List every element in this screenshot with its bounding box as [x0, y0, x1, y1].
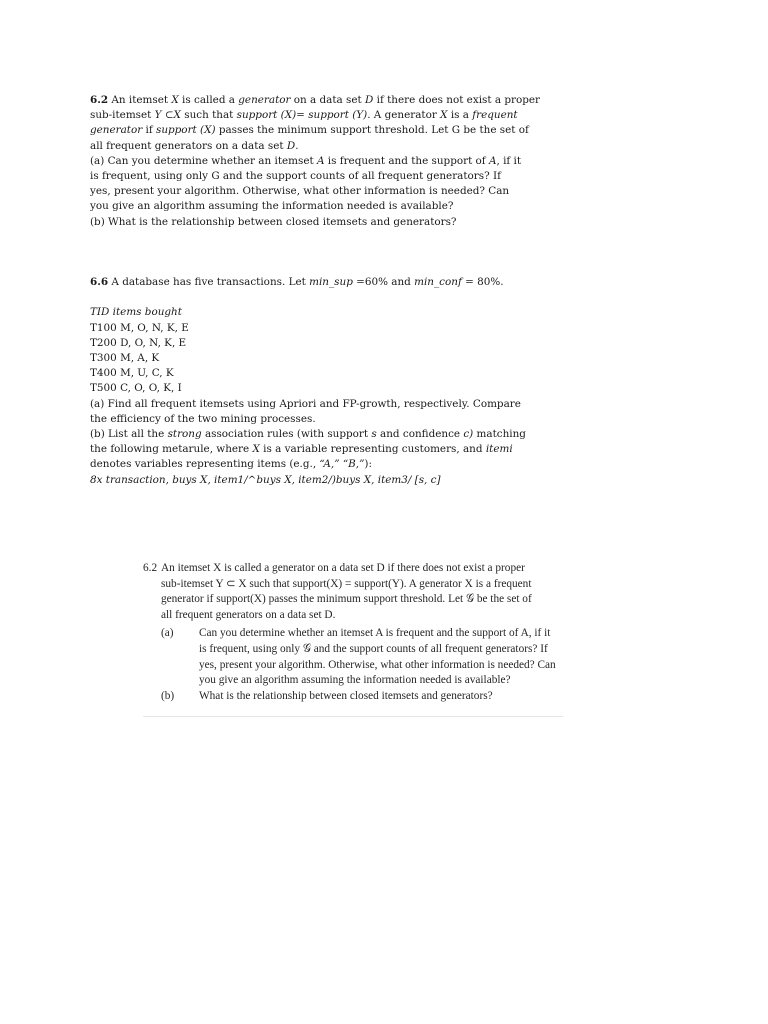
question-6-2-scan	[143, 561, 573, 704]
scan-part-a-line: yes, present your algorithm. Otherwise, what other information is needed? Can	[199, 658, 556, 671]
transaction-table	[90, 305, 530, 396]
table-row: T500 C, O, O, K, I	[90, 382, 182, 395]
question-6-2-typed	[90, 93, 540, 230]
q66-part-a-line-2: the efficiency of the two mining processes.	[90, 412, 316, 425]
q62-part-a-line-1: (a) Can you determine whether an itemset A is frequent and the support of A, if it	[90, 154, 522, 167]
q62-part-a-line-3: yes, present your algorithm. Otherwise, what other information is needed? Can	[90, 185, 510, 198]
q62-part-b-line-1: (b) What is the relationship between closed itemsets and generators?	[90, 215, 457, 228]
question-6-6	[90, 275, 530, 488]
metarule: 8x transaction, buys X, item1/^buys X, item2/)buys X, item3/ [s, c]	[90, 473, 441, 486]
scan-line-3: generator if support(X) passes the minimum support threshold. Let 𝒢 be the set of	[161, 593, 532, 606]
scan-part-a-label: (a)	[161, 627, 174, 640]
scan-bottom-edge	[143, 716, 563, 717]
table-row: T400 M, U, C, K	[90, 367, 174, 380]
q66-part-b-line-2: the following metarule, where X is a variable representing customers, and itemi	[90, 443, 513, 456]
scan-line-4: all frequent generators on a data set D.	[161, 608, 336, 621]
scan-part-a-line: you give an algorithm assuming the information needed is available?	[199, 674, 511, 687]
q66-part-a-line-1: (a) Find all frequent itemsets using Apriori and FP-growth, respectively. Compare	[90, 397, 521, 410]
q62-part-a-line-4: you give an algorithm assuming the information needed is available?	[90, 200, 454, 213]
q66-intro: 6.6 A database has five transactions. Let min_sup =60% and min_conf = 80%.	[90, 276, 504, 288]
q62-line-1: 6.2 An itemset X is called a generator on a data set D if there does not exist a proper	[90, 94, 540, 106]
scan-part-b-line: What is the relationship between closed itemsets and generators?	[199, 689, 493, 702]
q62-part-a-line-2: is frequent, using only G and the support counts of all frequent generators? If	[90, 170, 501, 183]
table-row: T200 D, O, N, K, E	[90, 336, 187, 349]
q62-line-4: all frequent generators on a data set D.	[90, 139, 299, 152]
q66-part-b-line-3: denotes variables representing items (e.g., “A,” “B,”):	[90, 458, 372, 471]
scan-question-number: 6.2	[143, 562, 158, 574]
scan-line-1: An itemset X is called a generator on a data set D if there does not exist a proper	[161, 562, 525, 574]
scan-part-a-line: Can you determine whether an itemset A is frequent and the support of A, if it	[199, 627, 551, 640]
table-row: T300 M, A, K	[90, 352, 160, 364]
q66-part-b-line-1: (b) List all the strong association rules (with support s and confidence c) matching	[90, 428, 526, 441]
scan-part-a-line: is frequent, using only 𝒢 and the support counts of all frequent generators? If	[199, 642, 548, 655]
table-row: T100 M, O, N, K, E	[90, 321, 189, 334]
scan-part-b-label: (b)	[161, 689, 175, 702]
q62-line-2: sub-itemset Y ⊂X such that support (X)= support (Y). A generator X is a frequent	[90, 109, 518, 122]
scan-line-2: sub-itemset Y ⊂ X such that support(X) = support(Y). A generator X is a frequent	[161, 577, 532, 590]
table-header: TID items bought	[90, 306, 182, 319]
q62-line-3: generator if support (X) passes the minimum support threshold. Let G be the set of	[90, 124, 529, 137]
